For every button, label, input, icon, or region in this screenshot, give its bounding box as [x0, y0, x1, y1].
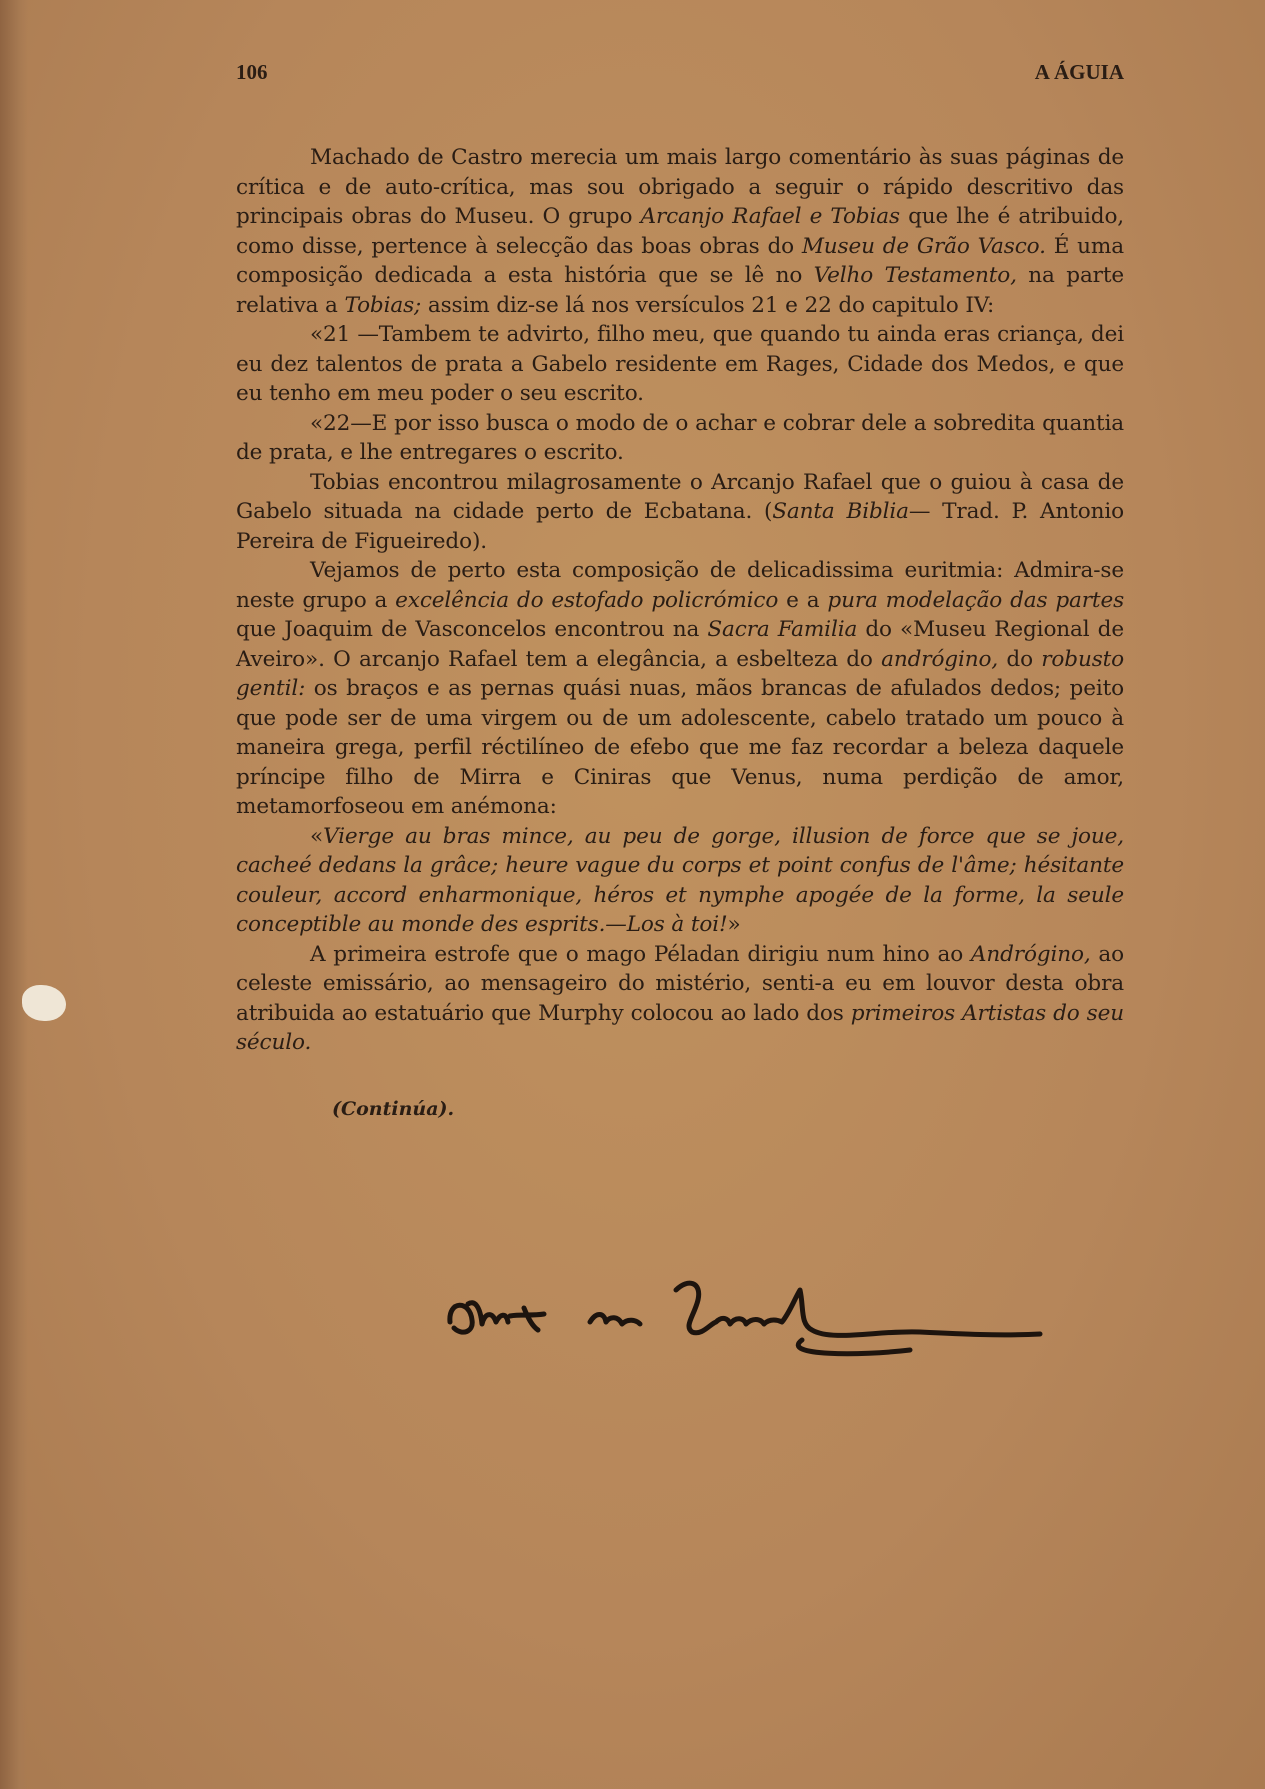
italic-text: Velho Testamento,	[813, 263, 1017, 288]
text-run: e a	[778, 587, 828, 613]
italic-text: Arcanjo Rafael e Tobias	[640, 204, 900, 229]
paragraph	[236, 320, 1124, 409]
text-run: do	[998, 646, 1042, 672]
italic-text: robusto gentil:	[236, 646, 1125, 701]
text-run: na parte relativa a	[236, 263, 1124, 318]
page-number: 106	[236, 60, 268, 84]
page-left-edge	[0, 0, 28, 1789]
italic-text: primeiros Artistas do seu século.	[236, 1000, 1124, 1055]
paragraph	[236, 940, 1124, 1058]
text-run: Vejamos de perto esta composição de delicadissima euritmia: Admira-se neste grupo a	[236, 558, 1124, 613]
paragraph	[236, 409, 1124, 468]
text-run: do «Museu Regional de Aveiro». O arcanjo Rafael tem a elegância, a esbelteza do	[236, 617, 1124, 672]
paragraph	[236, 556, 1124, 822]
continuation-note: (Continúa).	[332, 1097, 455, 1120]
journal-title: A ÁGUIA	[1034, 60, 1124, 84]
text-run: — Trad. P. Antonio Pereira de Figueiredo).	[236, 499, 1124, 554]
text-run: ao celeste emissário, ao mensageiro do mistério, senti-a eu em louvor desta obra atribuida ao estatuário que Murphy colocou ao lado dos	[236, 941, 1124, 1026]
italic-text: Santa Biblia	[772, 499, 909, 524]
paragraph	[236, 143, 1124, 320]
italic-text: Tobias;	[344, 292, 422, 318]
italic-text: Vierge au bras mince, au peu de gorge, illusion de force que se joue, cacheé dedans la grâce; heure vague du corps et point confus de l'âme; hésitante couleur, accord enharmonique, héros et nymphe apogée de la forme, la seule conceptible au monde des esprits.—Los à toi!	[236, 823, 1124, 937]
paragraph	[236, 468, 1124, 557]
italic-text: Andrógino,	[970, 941, 1091, 967]
text-run: que lhe é atribuido, como disse, pertence à selecção das boas obras do	[236, 204, 1125, 259]
article-body	[236, 143, 1124, 1058]
text-run: »	[727, 912, 741, 937]
italic-text: Museu de Grão Vasco.	[801, 233, 1046, 259]
text-run: Tobias encontrou milagrosamente o Arcanjo Rafael que o guiou à casa de Gabelo situada na cidade perto de Ecbatana. (	[236, 469, 1124, 524]
text-run: Machado de Castro merecia um mais largo comentário às suas páginas de crítica e de auto-crítica, mas sou obrigado a seguir o rápido descritivo das principais obras do Museu. O grupo	[236, 145, 1124, 229]
paragraph	[236, 822, 1124, 940]
italic-text: andrógino,	[881, 646, 999, 672]
text-run: «21 —Tambem te advirto, filho meu, que quando tu ainda eras criança, dei eu dez talentos de prata a Gabelo residente em Rages, Cidade dos Medos, e que eu tenho em meu poder o seu escrito.	[236, 322, 1124, 406]
text-run: os braços e as pernas quási nuas, mãos brancas de afulados dedos; peito que pode ser de uma virgem ou de um adolescente, cabelo tratado um pouco à maneira grega, perfil réctilíneo de efebo que me faz recordar a beleza daquele príncipe filho de Mirra e Ciniras que Venus, numa perdição de amor, metamorfoseou em anémona:	[236, 676, 1124, 819]
italic-text: Sacra Familia	[707, 617, 858, 642]
text-run: A primeira estrofe que o mago Péladan dirigiu num hino ao	[310, 941, 971, 967]
text-run: É uma composição dedicada a esta história que se lê no	[236, 233, 1124, 288]
text-run: que Joaquim de Vasconcelos encontrou na	[236, 617, 708, 642]
italic-text: pura modelação das partes	[827, 587, 1125, 613]
paper-damage-spot	[22, 985, 66, 1021]
italic-text: excelência do estofado policrómico	[395, 587, 779, 613]
document-page	[236, 60, 1124, 1120]
text-run: «	[310, 823, 324, 849]
running-header	[236, 60, 1124, 85]
text-run: «22—E por isso busca o modo de o achar e cobrar dele a sobredita quantia de prata, e lhe entregares o escrito.	[236, 410, 1124, 465]
author-signature	[440, 1260, 1140, 1370]
text-run: assim diz-se lá nos versículos 21 e 22 do capitulo IV:	[421, 292, 995, 318]
